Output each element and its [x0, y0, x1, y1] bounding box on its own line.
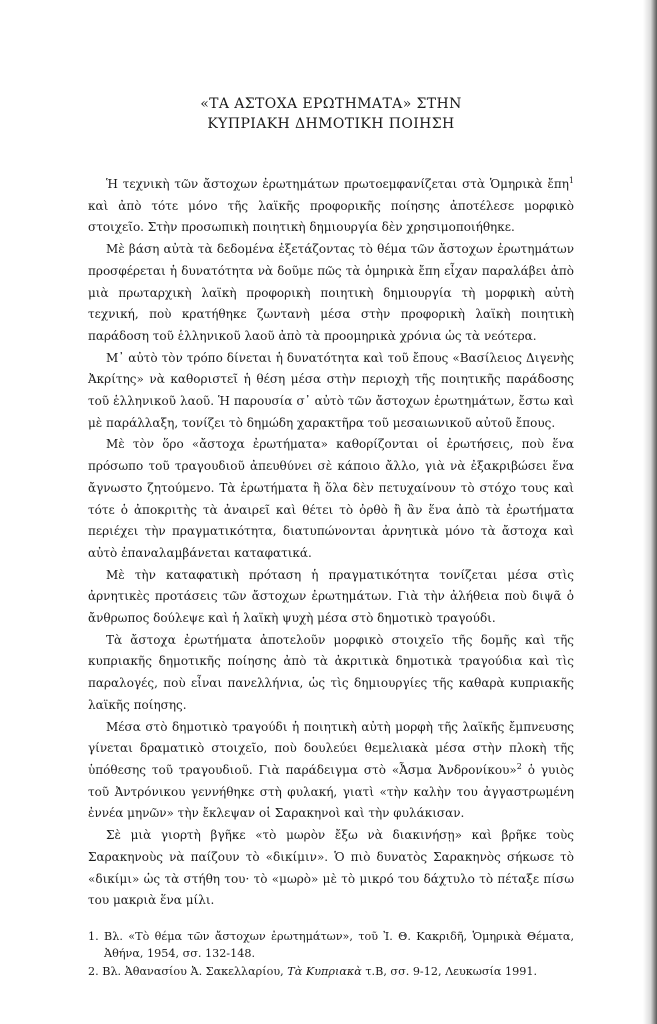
footnotes	[88, 928, 574, 980]
footnote-2-text-cont: τ.Β, σσ. 9-12, Λευκωσία 1991.	[361, 964, 538, 978]
footnote-2-book-title: Τὰ Κυπριακὰ	[287, 964, 362, 978]
paragraph-6: Τὰ ἄστοχα ἐρωτήματα ἀποτελοῦν μορφικὸ στοιχεῖο τῆς δομῆς καὶ τῆς κυπριακῆς δημοτικῆς ποίησης ἀπὸ τὰ ἀκριτικὰ δημοτικὰ τραγούδια καὶ τὶς παραλογές, ποὺ εἶναι πανελλήνια, ὡς τὶς δημιουργίες τῆς καθαρὰ κυπριακῆς λαϊκῆς ποίησης.	[88, 632, 574, 712]
paragraph-2: Μὲ βάση αὐτὰ τὰ δεδομένα ἐξετάζοντας τὸ θέμα τῶν ἄστοχων ἐρωτημάτων προσφέρεται ἡ δυνατότητα νὰ δοῦμε πῶς τὰ ὁμηρικὰ ἔπη εἶχαν παραλάβει ἀπὸ μιὰ πρωταρχικὴ λαϊκὴ προφορικὴ ποιητικὴ δημιουργία τὴ μορφικὴ αὐτὴ τεχνική, ποὺ κρατήθηκε ζωντανὴ μέσα στὴν προφορικὴ λαϊκὴ ποιητικὴ παράδοση τοῦ ἑλληνικοῦ λαοῦ ἀπὸ τὰ προομηρικὰ χρόνια ὡς τὰ νεότερα.	[88, 242, 574, 343]
paragraph-4: Μὲ τὸν ὅρο «ἄστοχα ἐρωτήματα» καθορίζονται οἱ ἐρωτήσεις, ποὺ ἕνα πρόσωπο τοῦ τραγουδιοῦ ἀπευθύνει σὲ κάποιο ἄλλο, γιὰ νὰ ἐξακριβώσει ἕνα ἄγνωστο ζητούμενο. Τὰ ἐρωτήματα ἢ ὅλα δὲν πετυχαίνουν τὸ στόχο τους καὶ τότε ὁ ἀποκριτὴς τὰ ἀναιρεῖ καὶ θέτει τὸ ὀρθὸ ἢ ἂν ἕνα ἀπὸ τὰ ἐρωτήματα περιέχει τὴν πραγματικότητα, διατυπώνονται ἀρνητικὰ μόνο τὰ ἄστοχα καὶ αὐτὸ ἐπαναλαμβάνεται καταφατικά.	[88, 437, 574, 560]
footnote-ref-1: 1	[568, 176, 574, 185]
footnote-2	[88, 963, 574, 980]
paragraph-8: Σὲ μιὰ γιορτὴ βγῆκε «τὸ μωρὸν ἔξω νὰ διακινήσῃ» καὶ βρῆκε τοὺς Σαρακηνοὺς νὰ παίζουν τὸ «δικίμιν». Ὁ πιὸ δυνατὸς Σαρακηνὸς σήκωσε τὸ «δικίμι» ὡς τὰ στήθη του· τὸ «μωρὸ» μὲ τὸ μικρό του δάχτυλο τὸ πέταξε πίσω του μακριὰ ἕνα μίλι.	[88, 828, 574, 908]
page-edge-shadow	[643, 0, 657, 1024]
footnote-2-text: 2. Βλ. Ἀθανασίου Ἀ. Σακελλαρίου,	[88, 964, 288, 978]
paragraph-7-text-cont: ὁ γυιὸς τοῦ Ἀντρόνικου γεννήθηκε στὴ φυλακή, γιατὶ «τὴν καλὴν του ἀγγαστρωμένη ἐννέα μηνῶν» τὴν ἔκλεψαν οἱ Σαρακηνοὶ καὶ τὴν φυλάκισαν.	[88, 762, 574, 821]
paragraph-7	[88, 717, 574, 826]
paragraph-3: Μ᾽ αὐτὸ τὸν τρόπο δίνεται ἡ δυνατότητα καὶ τοῦ ἔπους «Βασίλειος Διγενὴς Ἀκρίτης» νὰ καθοριστεῖ ἡ θέση μέσα στὴν περιοχὴ τῆς ποιητικῆς παράδοσης τοῦ ἑλληνικοῦ λαοῦ. Ἡ παρουσία σ᾽ αὐτὸ τῶν ἄστοχων ἐρωτημάτων, ἔστω καὶ μὲ παράλλαξη, τονίζει τὸ δημώδη χαρακτῆρα τοῦ μεσαιωνικοῦ αὐτοῦ ἔπους.	[88, 350, 574, 430]
paragraph-7-text: Μέσα στὸ δημοτικὸ τραγούδι ἡ ποιητικὴ αὐτὴ μορφὴ τῆς λαϊκῆς ἔμπνευσης γίνεται δραματικὸ στοιχεῖο, ποὺ δουλεύει θεμελιακὰ μέσα στὴν πλοκὴ τῆς ὑπόθεσης τοῦ τραγουδιοῦ. Γιὰ παράδειγμα στὸ «Ἆσμα Ἀνδρονίκου»	[88, 719, 574, 777]
article-title	[88, 94, 574, 134]
paragraph-1-text: Ἡ τεχνικὴ τῶν ἄστοχων ἐρωτημάτων πρωτοεμφανίζεται στὰ Ὁμηρικὰ ἔπη	[106, 177, 569, 191]
paragraph-1	[88, 174, 574, 239]
paragraph-1-text-cont: καὶ ἀπὸ τότε μόνο τῆς λαϊκῆς προφορικῆς ποίησης ἀποτέλεσε μορφικὸ στοιχεῖο. Στὴν προσωπικὴ ποιητικὴ δημιουργία δὲν χρησιμοποιήθηκε.	[88, 198, 574, 235]
paragraph-5: Μὲ τὴν καταφατικὴ πρόταση ἡ πραγματικότητα τονίζεται μέσα στὶς ἀρνητικὲς προτάσεις τῶν ἄστοχων ἐρωτημάτων. Γιὰ τὴν ἀλήθεια ποὺ διψᾶ ὁ ἄνθρωπος δούλεψε καὶ ἡ λαϊκὴ ψυχὴ μέσα στὸ δημοτικὸ τραγούδι.	[88, 567, 574, 626]
title-line-2: ΚΥΠΡΙΑΚΗ ΔΗΜΟΤΙΚΗ ΠΟΙΗΣΗ	[207, 116, 455, 132]
footnote-ref-2: 2	[516, 761, 522, 771]
article-body	[88, 174, 574, 912]
book-page	[88, 94, 574, 981]
footnote-1: 1. Βλ. «Τὸ θέμα τῶν ἄστοχων ἐρωτημάτων», τοῦ Ἰ. Θ. Κακριδῆ, Ὁμηρικὰ Θέματα, Ἀθήνα, 1954, σσ. 132-148.	[88, 929, 574, 960]
title-line-1: «ΤΑ ΑΣΤΟΧΑ ΕΡΩΤΗΜΑΤΑ» ΣΤΗΝ	[200, 96, 462, 112]
